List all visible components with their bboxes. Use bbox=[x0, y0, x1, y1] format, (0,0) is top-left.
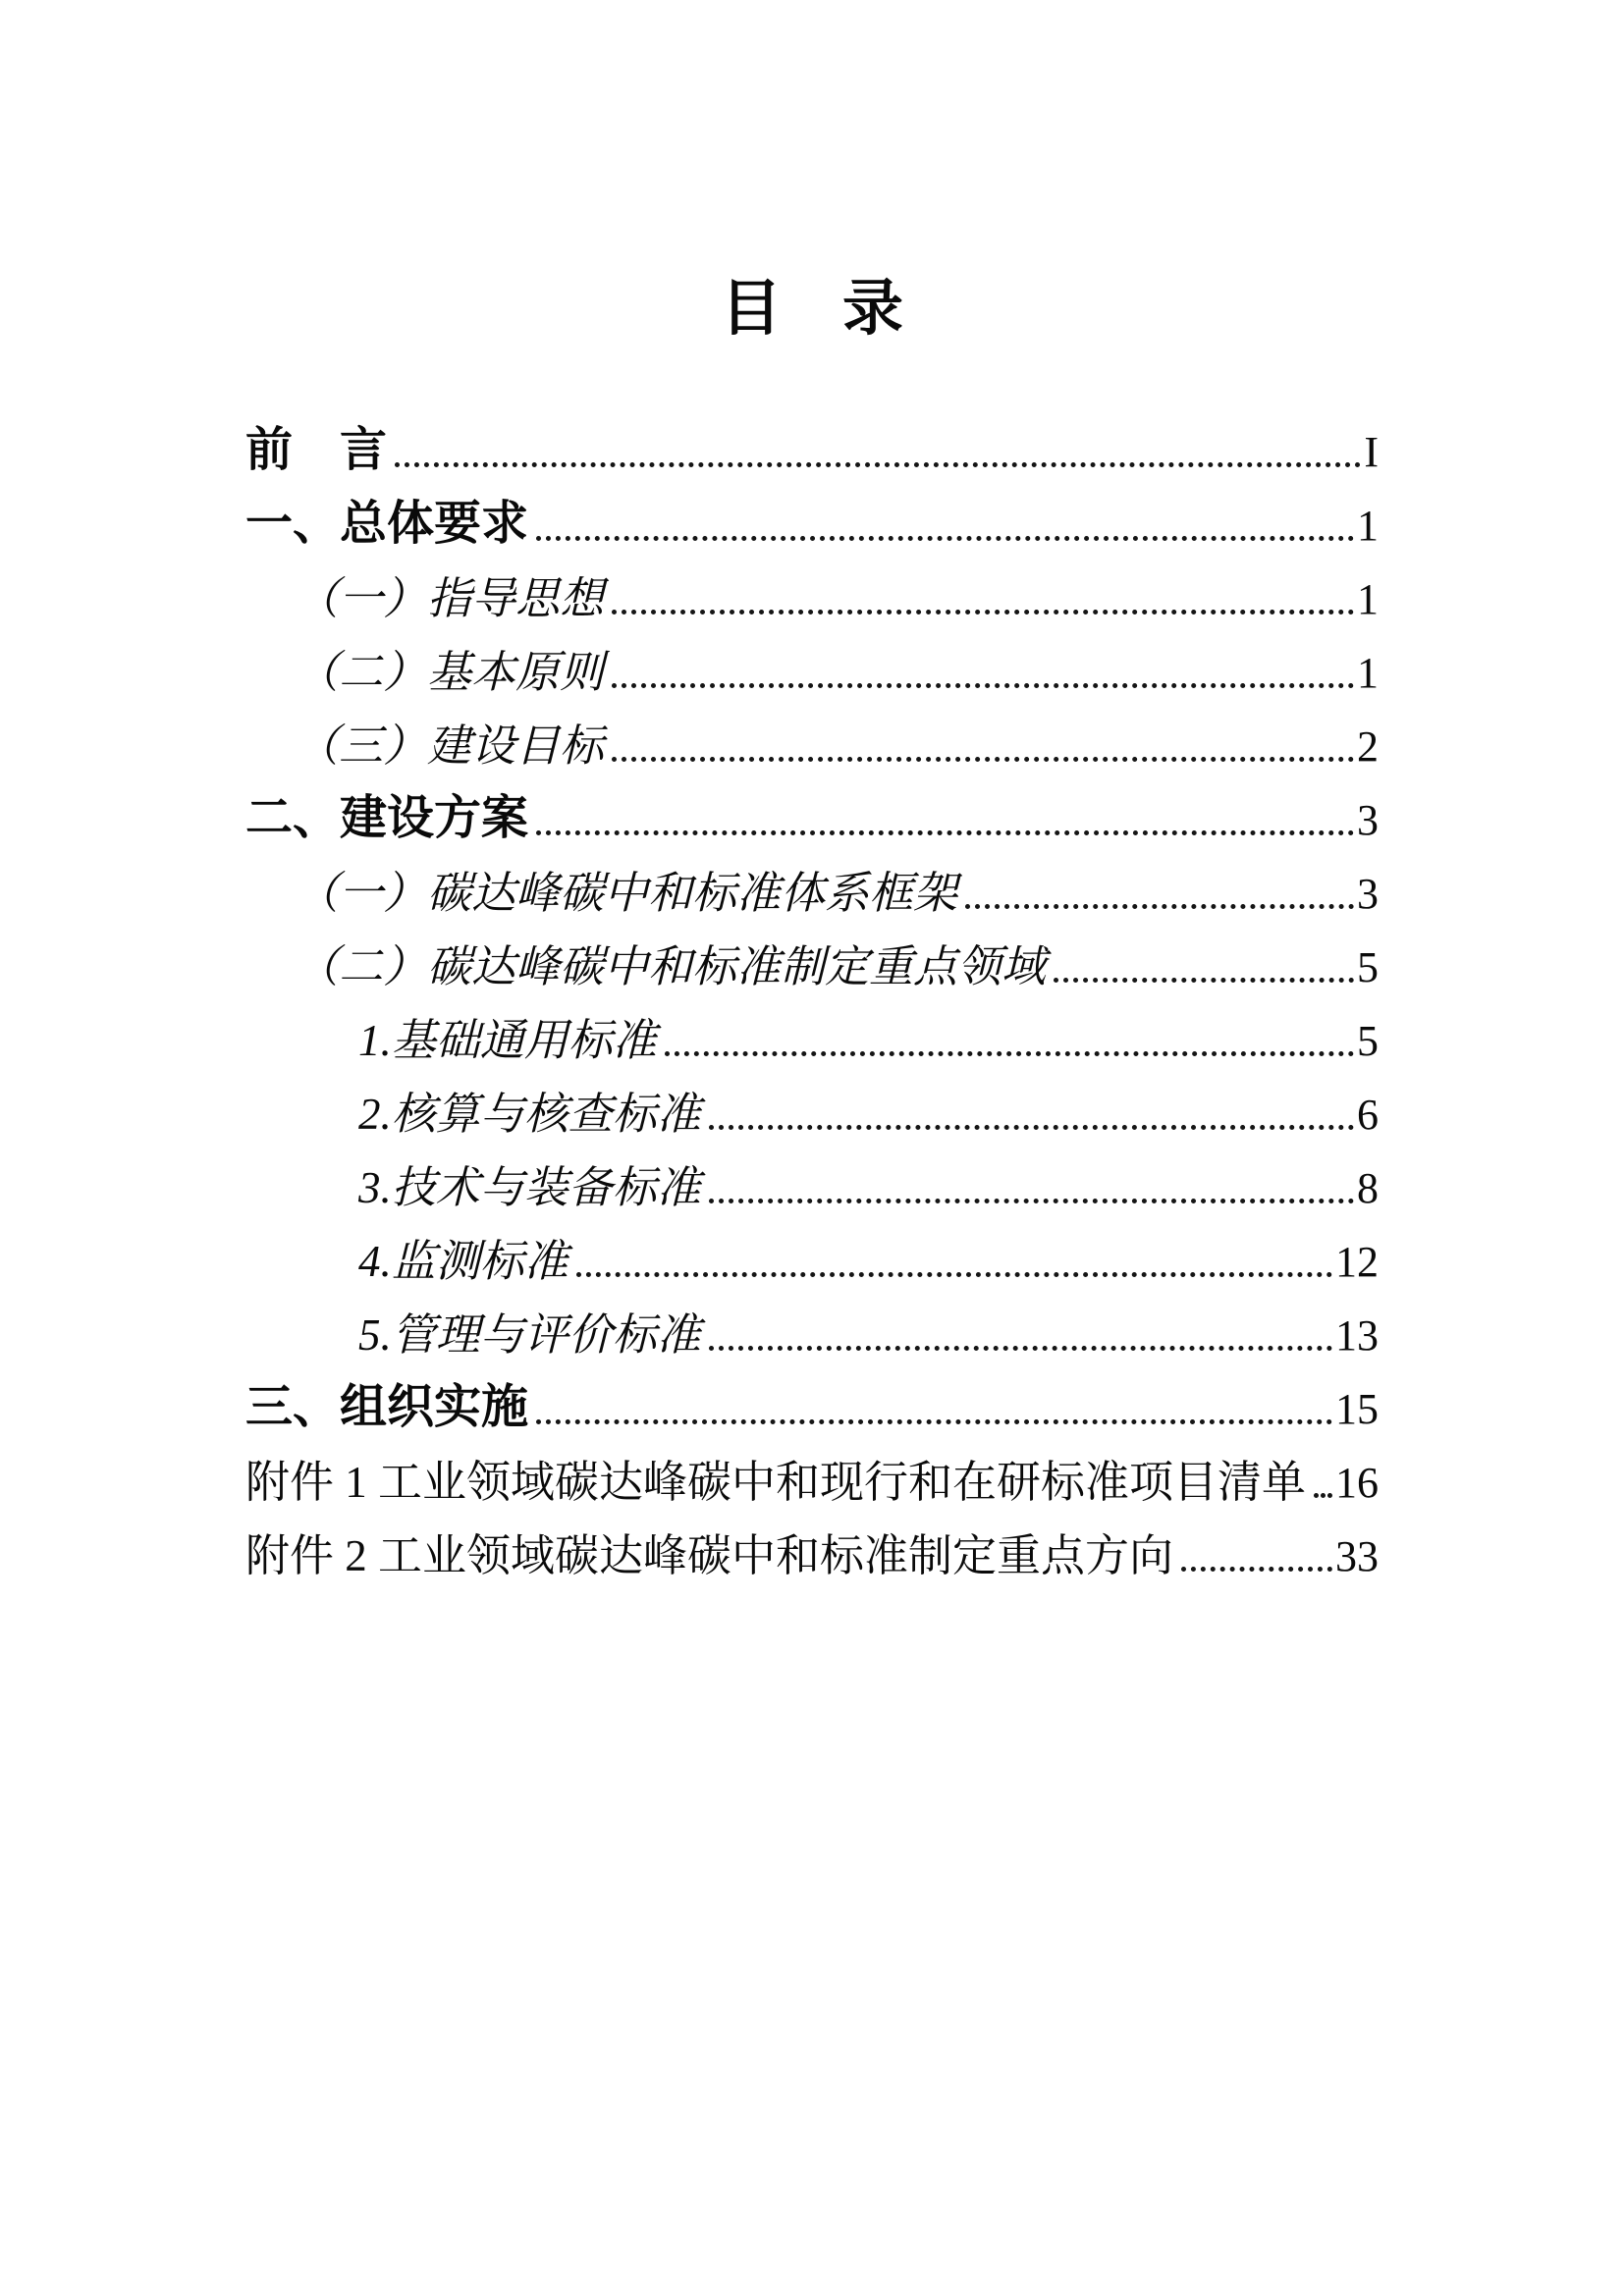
toc-entry-label: 3.技术与装备标准 bbox=[358, 1163, 701, 1212]
toc-entry-label: （二）碳达峰碳中和标准制定重点领域 bbox=[295, 942, 1047, 991]
dot-leader bbox=[965, 904, 1354, 909]
toc-entry bbox=[245, 548, 1379, 621]
toc-entry bbox=[245, 1431, 1379, 1505]
toc-entry-label: （二）基本原则 bbox=[295, 648, 605, 697]
toc-entry-page: 15 bbox=[1335, 1385, 1379, 1433]
toc-entry-page: 13 bbox=[1335, 1311, 1379, 1360]
dot-leader bbox=[536, 536, 1354, 541]
toc-entry-label: 前 言 bbox=[245, 424, 388, 476]
dot-leader bbox=[612, 683, 1354, 688]
toc-entry-label: 4.监测标准 bbox=[358, 1237, 568, 1286]
dot-leader bbox=[576, 1272, 1332, 1277]
toc-entry-label: 一、总体要求 bbox=[245, 498, 529, 550]
dot-leader bbox=[612, 757, 1354, 762]
dot-leader bbox=[709, 1346, 1332, 1351]
toc-entry-page: 1 bbox=[1357, 649, 1379, 697]
toc-entry bbox=[245, 1063, 1379, 1137]
toc-entry-page: 1 bbox=[1357, 575, 1379, 623]
toc-entry bbox=[245, 695, 1379, 769]
dot-leader bbox=[709, 1125, 1354, 1130]
dot-leader bbox=[536, 830, 1354, 835]
toc-entry bbox=[245, 1137, 1379, 1210]
toc-content bbox=[245, 0, 1379, 1578]
toc-entry-page: 16 bbox=[1335, 1459, 1379, 1507]
toc-entry bbox=[245, 916, 1379, 989]
dot-leader bbox=[1054, 978, 1354, 983]
dot-leader bbox=[536, 1419, 1332, 1424]
toc-entry-page: 3 bbox=[1357, 796, 1379, 844]
toc-entry bbox=[245, 400, 1379, 474]
toc-entry-label: （一）碳达峰碳中和标准体系框架 bbox=[295, 869, 958, 918]
dot-leader bbox=[395, 462, 1361, 467]
toc-entry-label: （三）建设目标 bbox=[295, 721, 605, 771]
toc-entry bbox=[245, 474, 1379, 548]
toc-entry bbox=[245, 1210, 1379, 1284]
toc-entry-page: I bbox=[1364, 428, 1379, 476]
toc-entry-label: 5.管理与评价标准 bbox=[358, 1310, 701, 1360]
toc-entry-label: 三、组织实施 bbox=[245, 1381, 529, 1433]
toc-entry bbox=[245, 1284, 1379, 1358]
dot-leader bbox=[1181, 1567, 1332, 1572]
toc-entry-page: 2 bbox=[1357, 722, 1379, 771]
dot-leader bbox=[1314, 1493, 1332, 1498]
dot-leader bbox=[612, 610, 1354, 614]
toc-entry bbox=[245, 1505, 1379, 1578]
dot-leader bbox=[665, 1051, 1354, 1056]
dot-leader bbox=[709, 1199, 1354, 1203]
toc-entry-page: 12 bbox=[1335, 1238, 1379, 1286]
toc-entry bbox=[245, 621, 1379, 695]
page-title: 目 录 bbox=[720, 276, 903, 343]
toc-entry bbox=[245, 769, 1379, 842]
toc-entry-page: 5 bbox=[1357, 943, 1379, 991]
toc-entry bbox=[245, 1358, 1379, 1431]
toc-entry-page: 33 bbox=[1335, 1532, 1379, 1580]
toc-entry bbox=[245, 989, 1379, 1063]
toc-entry-page: 8 bbox=[1357, 1164, 1379, 1212]
toc-entry-label: 1.基础通用标准 bbox=[358, 1016, 657, 1065]
toc-entry-page: 3 bbox=[1357, 870, 1379, 918]
toc-entry-page: 6 bbox=[1357, 1091, 1379, 1139]
toc-entry-label: 2.核算与核查标准 bbox=[358, 1090, 701, 1139]
toc-list bbox=[245, 400, 1379, 1578]
toc-entry-label: 附件 2 工业领域碳达峰碳中和标准制定重点方向 bbox=[245, 1531, 1174, 1580]
toc-entry-page: 5 bbox=[1357, 1017, 1379, 1065]
toc-entry-label: 二、建设方案 bbox=[245, 792, 529, 844]
toc-entry-label: （一）指导思想 bbox=[295, 574, 605, 623]
toc-entry-page: 1 bbox=[1357, 502, 1379, 550]
toc-entry-label: 附件 1 工业领域碳达峰碳中和现行和在研标准项目清单 bbox=[245, 1458, 1307, 1507]
toc-entry bbox=[245, 842, 1379, 916]
